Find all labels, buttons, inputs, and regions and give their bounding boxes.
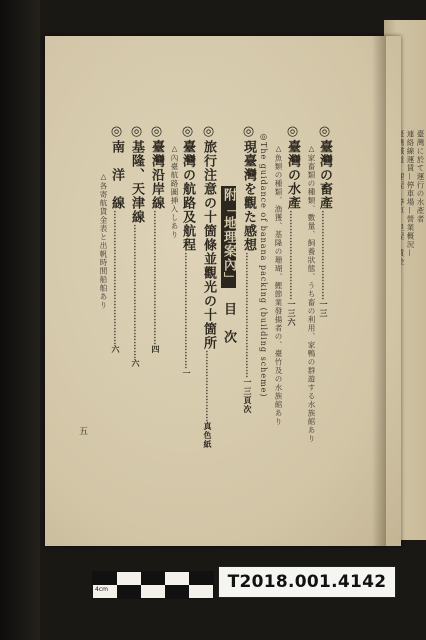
appendix-heading <box>221 186 235 344</box>
toc-entry-kiirun <box>129 124 143 368</box>
toc-entry-title: ◎臺灣の水產 <box>285 124 300 210</box>
catalog-id: T2018.001.4142 <box>227 572 387 592</box>
toc-subentry-chikusan: △家畜類の種類、數量、飼養狀態、うち畜の利用、家鴨の群遊する水族館あり <box>307 144 316 443</box>
toc-entry-page: 一三 <box>319 300 329 318</box>
document-page <box>45 36 401 546</box>
leader-dots: ………………………… <box>287 210 297 300</box>
leader-dots: ……………………………………… <box>131 224 141 359</box>
leader-dots: …………………………………… <box>243 252 253 378</box>
facing-line-2: 連絡線運賃—停車場—營業概況— <box>406 130 415 258</box>
toc-entry-title: ◎臺灣の航路及航程 <box>180 124 195 252</box>
toc-entry-page: 一三頁次 <box>243 378 253 414</box>
toc-entry-chikusan <box>317 124 331 318</box>
toc-entry-title: ◎現臺灣を觀た感想 <box>241 124 256 252</box>
scale-block <box>165 585 189 598</box>
scale-block <box>117 585 141 598</box>
toc-entry-title: ◎基隆、天津線 <box>129 124 144 224</box>
toc-entry-koro <box>180 124 194 378</box>
page-number: 五 <box>79 427 89 437</box>
scale-block <box>141 572 165 585</box>
toc-entry-title: ◎旅行注意の十箇條並觀光の十箇所 <box>201 124 216 350</box>
toc-entry-title: ◎南 洋 線 <box>109 124 124 210</box>
toc-entry-nanyo <box>109 124 123 354</box>
leader-dots: ………………………………… <box>182 252 192 369</box>
toc-subentry-nanyo: △各寄航貨金表と出帆時間船舶あり <box>99 172 108 310</box>
scale-block <box>93 572 117 585</box>
scale-bar <box>92 571 214 599</box>
toc-entry-page: 真色紙 <box>203 422 213 449</box>
catalog-label <box>218 566 396 598</box>
facing-line-3: 臺灣に於て運行の水產者 <box>416 130 425 224</box>
toc-entry-kanso <box>241 124 255 414</box>
toc-entry-title: ◎臺灣沿岸線 <box>149 124 164 210</box>
leader-dots: ……………………………………… <box>151 210 161 345</box>
scale-label-4cm: 4cm <box>95 586 108 593</box>
toc-entry-page: 四 <box>151 345 161 354</box>
leader-dots: ……………………………………… <box>111 210 121 345</box>
toc-entry-page: 一三六 <box>287 300 297 327</box>
leader-dots: …………………… <box>203 350 213 422</box>
scale-label-5cm: 5cm <box>193 574 206 581</box>
leader-dots: ………………………… <box>319 210 329 300</box>
toc-entry-page: 一 <box>182 369 192 378</box>
page-fold-shadow <box>372 36 386 546</box>
toc-subentry-koro: △內臺航路圖挿入しあり <box>170 144 179 239</box>
toc-entry-engan <box>149 124 163 354</box>
background-left <box>0 0 40 640</box>
appendix-label: 附「地理案內」 <box>221 188 236 286</box>
toc-heading: 目 次 <box>221 302 236 344</box>
toc-entry-title: ◎The guidance of banana packing (building scheme) <box>259 132 268 398</box>
toc-entry-banana <box>259 132 267 398</box>
toc-entry-title: ◎臺灣の畜產 <box>317 124 332 210</box>
toc-subentry-suisan: △魚類の種類、漁獲、基隆の珊瑚、鰹節業發揚者の、臺竹及の水族館あり <box>274 144 283 426</box>
toc-entry-page: 六 <box>111 345 121 354</box>
toc-entry-suisan <box>285 124 299 327</box>
toc-entry-page: 六 <box>131 359 141 368</box>
toc-entry-chui <box>201 124 215 449</box>
